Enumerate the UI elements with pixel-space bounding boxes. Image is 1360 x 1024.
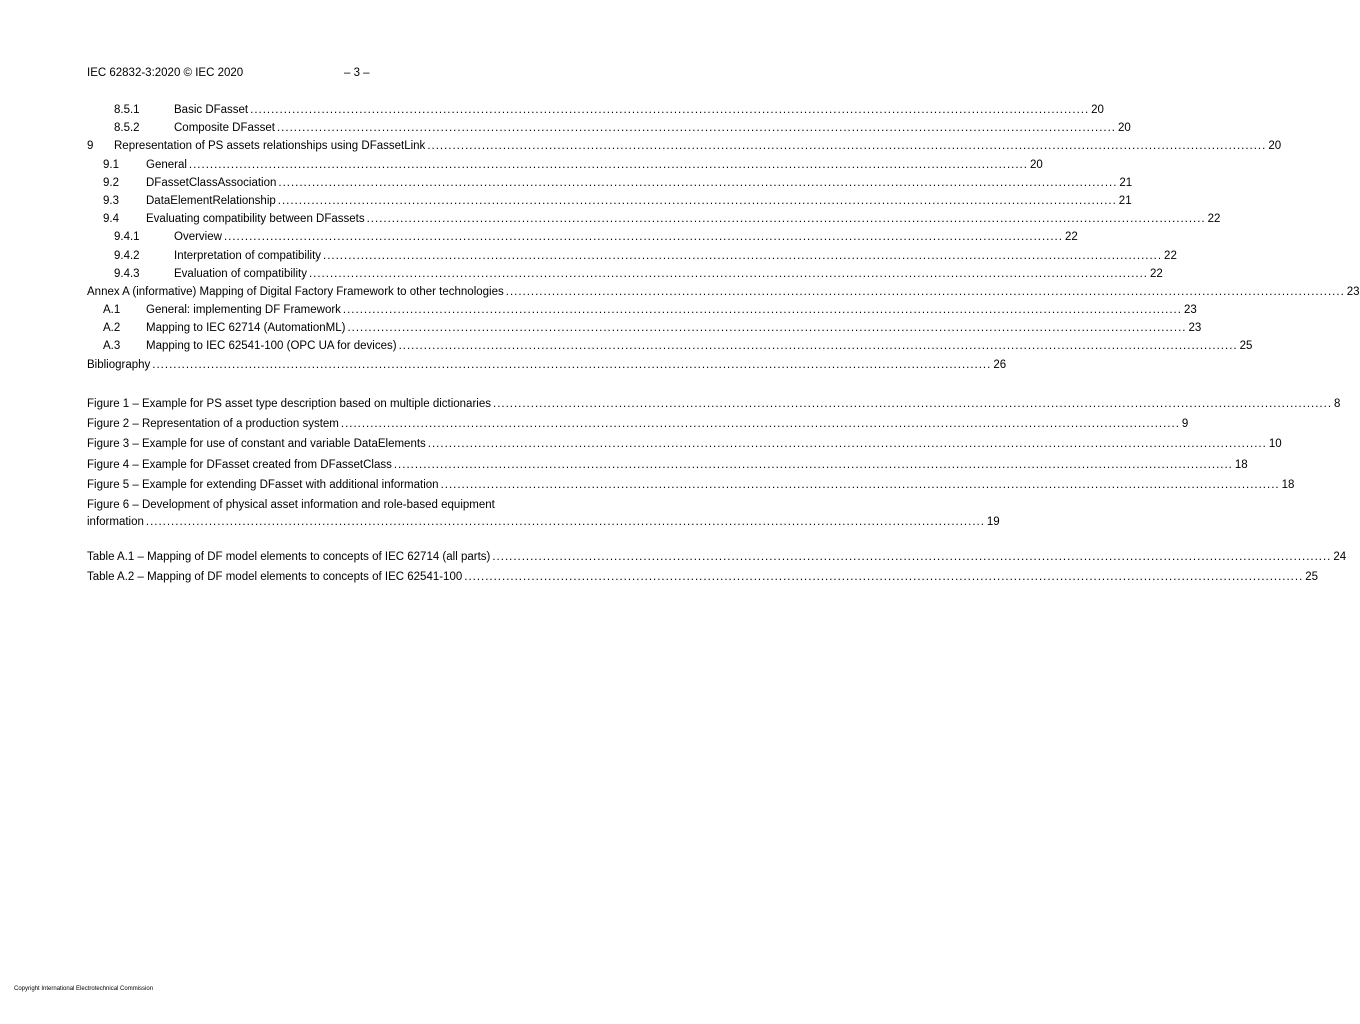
figure-title: Figure 5 – Example for extending DFasset with additional information <box>87 478 439 491</box>
leader-dots: ........................................................................................................................................................................................................ <box>250 104 1090 116</box>
leader-dots: ........................................................................................................................................................................................................ <box>152 358 992 371</box>
toc-number: 9.4.2 <box>114 249 140 262</box>
toc-number: A.2 <box>103 322 121 335</box>
figure-entry[interactable] <box>87 434 1282 454</box>
toc-title: Evaluating compatibility between DFassets <box>146 213 365 226</box>
figure-entry[interactable] <box>87 394 1341 414</box>
table-page: 24 <box>1333 551 1347 563</box>
leader-dots: ........................................................................................................................................................................................................ <box>505 285 1345 298</box>
toc-entry-a-1[interactable] <box>87 301 1197 319</box>
leader-dots: ........................................................................................................................................................................................................ <box>492 551 1332 563</box>
table-entry[interactable] <box>87 567 1319 587</box>
toc-title: DFassetClassAssociation <box>146 176 277 189</box>
toc-page: 20 <box>1118 122 1131 135</box>
figure-page: 19 <box>986 515 1000 528</box>
toc-number: A.3 <box>103 340 121 353</box>
toc-number: 9.1 <box>103 158 119 171</box>
leader-dots: ........................................................................................................................................................................................................ <box>366 213 1206 226</box>
toc-number: 9.4.3 <box>114 267 140 280</box>
leader-dots: ........................................................................................................................................................................................................ <box>427 140 1267 153</box>
toc-page: 20 <box>1268 140 1282 153</box>
table-title: Table A.1 – Mapping of DF model elements to concepts of IEC 62714 (all parts) <box>87 551 491 563</box>
figure-title: Figure 4 – Example for DFasset created from DFassetClass <box>87 458 392 471</box>
toc-title: DataElementRelationship <box>146 194 276 207</box>
leader-dots: ........................................................................................................................................................................................................ <box>427 438 1267 451</box>
toc-page: 21 <box>1119 176 1133 189</box>
toc-entry-a-3[interactable] <box>87 337 1253 355</box>
toc-page: 22 <box>1064 231 1078 244</box>
toc-page: 20 <box>1091 104 1104 116</box>
page-header <box>87 67 637 83</box>
toc-page: 23 <box>1188 322 1202 335</box>
toc-page: 20 <box>1029 158 1043 171</box>
leader-dots: ........................................................................................................................................................................................................ <box>323 249 1163 262</box>
table-page: 25 <box>1305 571 1319 584</box>
toc-entry-8-5-1[interactable] <box>87 101 1104 119</box>
leader-dots: ........................................................................................................................................................................................................ <box>223 231 1063 244</box>
leader-dots: ........................................................................................................................................................................................................ <box>440 478 1280 491</box>
leader-dots: ........................................................................................................................................................................................................ <box>393 458 1233 471</box>
toc-entry-bibliography[interactable] <box>87 356 1007 374</box>
leader-dots: ........................................................................................................................................................................................................ <box>398 340 1238 353</box>
figure-title-continued: information <box>87 515 144 528</box>
toc-page: 23 <box>1183 304 1197 317</box>
toc-entry-9-1[interactable] <box>87 156 1043 174</box>
toc-entry-9-4-1[interactable] <box>87 228 1078 246</box>
toc-number: 8.5.2 <box>114 122 140 135</box>
leader-dots: ........................................................................................................................................................................................................ <box>464 571 1304 584</box>
toc-entry-9-4-3[interactable] <box>87 265 1163 283</box>
toc-title: Composite DFasset <box>174 122 275 135</box>
figure-page: 18 <box>1281 478 1295 491</box>
figure-entry[interactable] <box>87 414 1189 434</box>
list-of-tables <box>87 547 1347 587</box>
figure-entry[interactable] <box>87 455 1248 475</box>
toc-title: Mapping to IEC 62541-100 (OPC UA for devices) <box>146 340 397 353</box>
toc-page: 26 <box>993 358 1007 371</box>
toc-entry-9-3[interactable] <box>87 192 1132 210</box>
toc-title: Interpretation of compatibility <box>174 249 322 262</box>
table-title: Table A.2 – Mapping of DF model elements to concepts of IEC 62541-100 <box>87 571 463 584</box>
leader-dots: ........................................................................................................................................................................................................ <box>308 267 1148 280</box>
figure-page: 9 <box>1181 418 1189 431</box>
leader-dots: ........................................................................................................................................................................................................ <box>188 158 1028 171</box>
standard-reference: IEC 62832-3:2020 © IEC 2020 <box>87 67 244 79</box>
toc-entry-9-4[interactable] <box>87 210 1221 228</box>
page-number: – 3 – <box>344 67 370 79</box>
figure-title: Figure 6 – Development of physical asset information and role-based equipment <box>87 498 495 511</box>
figure-page: 10 <box>1268 438 1282 451</box>
toc-number: 9.2 <box>103 176 119 189</box>
toc-title: Mapping to IEC 62714 (AutomationML) <box>146 322 346 335</box>
toc-title: Bibliography <box>87 358 151 371</box>
toc-entry-9-4-2[interactable] <box>87 247 1177 265</box>
toc-title: Evaluation of compatibility <box>174 267 307 280</box>
toc-entry-9-2[interactable] <box>87 174 1133 192</box>
leader-dots: ........................................................................................................................................................................................................ <box>277 194 1117 207</box>
leader-dots: ........................................................................................................................................................................................................ <box>340 418 1180 431</box>
leader-dots: ........................................................................................................................................................................................................ <box>493 398 1333 410</box>
list-of-figures <box>87 394 1341 531</box>
figure-title: Figure 2 – Representation of a production system <box>87 418 339 431</box>
toc-page: 25 <box>1239 340 1253 353</box>
table-entry[interactable] <box>87 547 1347 567</box>
toc-title: General: implementing DF Framework <box>146 304 341 317</box>
toc-entry-a-2[interactable] <box>87 319 1202 337</box>
table-of-contents <box>87 101 1360 374</box>
leader-dots: ........................................................................................................................................................................................................ <box>145 515 985 528</box>
toc-title: General <box>146 158 187 171</box>
leader-dots: ........................................................................................................................................................................................................ <box>342 304 1182 317</box>
toc-page: 23 <box>1346 285 1360 298</box>
toc-title: Overview <box>174 231 222 244</box>
toc-page: 22 <box>1164 249 1177 262</box>
leader-dots: ........................................................................................................................................................................................................ <box>276 122 1116 135</box>
toc-entry-9[interactable] <box>87 137 1282 155</box>
toc-title: Representation of PS assets relationships using DFassetLink <box>114 140 426 153</box>
toc-number: A.1 <box>103 304 121 317</box>
figure-page: 18 <box>1234 458 1248 471</box>
toc-number: 9.4.1 <box>114 231 140 244</box>
toc-entry-8-5-2[interactable] <box>87 119 1131 137</box>
figure-page: 8 <box>1334 398 1341 410</box>
toc-number: 8.5.1 <box>114 104 140 116</box>
leader-dots: ........................................................................................................................................................................................................ <box>278 176 1118 189</box>
figure-title: Figure 3 – Example for use of constant and variable DataElements <box>87 438 426 451</box>
figure-entry[interactable] <box>87 495 1000 531</box>
toc-page: 22 <box>1207 213 1221 226</box>
toc-number: 9.3 <box>103 194 119 207</box>
toc-page: 21 <box>1118 194 1132 207</box>
toc-number: 9 <box>87 140 94 153</box>
leader-dots: ........................................................................................................................................................................................................ <box>347 322 1187 335</box>
toc-number: 9.4 <box>103 213 119 226</box>
toc-entry-annex-a[interactable] <box>87 283 1360 301</box>
toc-page: 22 <box>1149 267 1163 280</box>
copyright-notice: Copyright International Electrotechnical Commission <box>14 986 154 992</box>
figure-entry[interactable] <box>87 475 1295 495</box>
figure-title: Figure 1 – Example for PS asset type description based on multiple dictionaries <box>87 398 491 410</box>
toc-title: Basic DFasset <box>174 104 249 116</box>
toc-title: Annex A (informative) Mapping of Digital Factory Framework to other technologies <box>87 285 504 298</box>
